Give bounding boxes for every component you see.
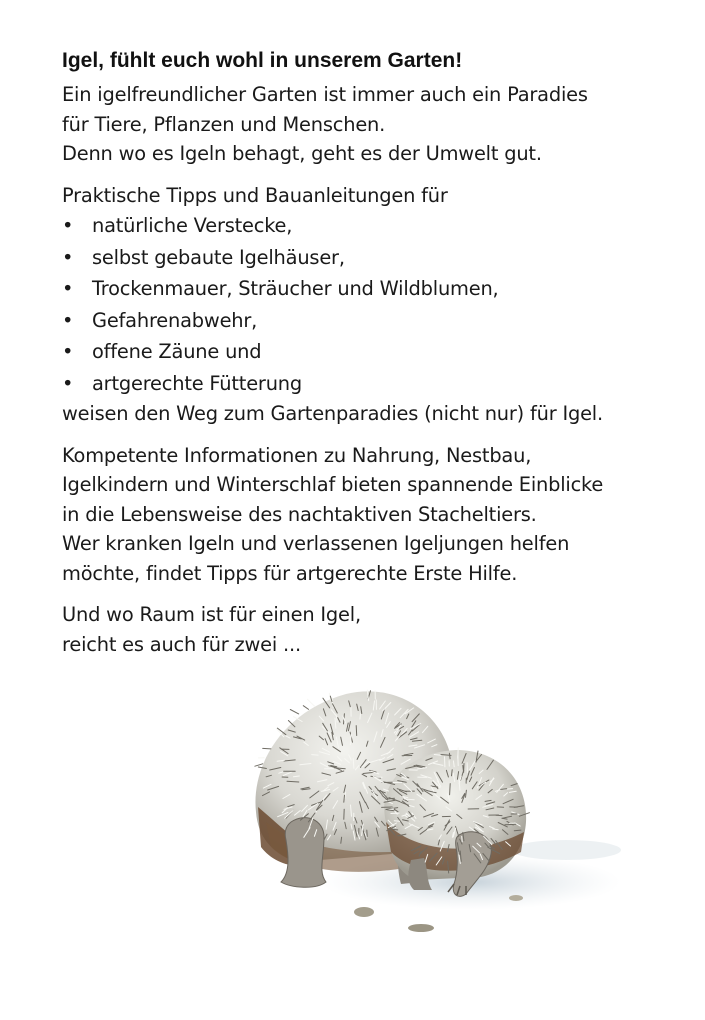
tips-intro: Praktische Tipps und Bauanleitungen für xyxy=(62,183,448,207)
bullet: • xyxy=(62,340,74,363)
info-line: in die Lebensweise des nachtaktiven Stacheltiers. xyxy=(62,502,537,526)
spine xyxy=(394,821,399,822)
list-item xyxy=(62,242,682,274)
spine xyxy=(505,824,516,825)
list-item xyxy=(62,368,682,400)
pebble xyxy=(509,895,523,901)
spine xyxy=(303,706,308,710)
list-item-text: Gefahrenabwehr, xyxy=(92,308,258,332)
spine xyxy=(514,830,521,831)
spine xyxy=(392,829,397,830)
info-line: Kompetente Informationen zu Nahrung, Nestbau, xyxy=(62,443,532,467)
spine xyxy=(449,753,450,759)
intro-paragraph xyxy=(62,80,682,169)
closing-line: reicht es auch für zwei ... xyxy=(62,632,301,656)
spine xyxy=(452,770,453,776)
page-title: Igel, fühlt euch wohl in unserem Garten! xyxy=(62,49,463,72)
spine xyxy=(360,714,361,720)
spine xyxy=(356,726,357,736)
bullet: • xyxy=(62,308,74,332)
ground-shadow-right xyxy=(511,840,621,860)
spine xyxy=(263,748,271,749)
spine xyxy=(387,798,394,799)
intro-line: Ein igelfreundlicher Garten ist immer auch ein Paradies xyxy=(62,83,588,106)
bullet: • xyxy=(62,277,74,300)
list-item-text: selbst gebaute Igelhäuser, xyxy=(92,245,345,269)
spine xyxy=(344,795,345,802)
spine xyxy=(255,764,263,766)
list-item-text: natürliche Verstecke, xyxy=(92,214,293,237)
spine xyxy=(462,836,463,841)
closing-paragraph xyxy=(62,600,682,659)
large-hedgehog-paw xyxy=(281,818,326,888)
pebble xyxy=(408,924,434,932)
tips-list xyxy=(62,210,682,399)
tips-outro: weisen den Weg zum Gartenparadies (nicht nur) für Igel. xyxy=(62,402,603,425)
spine xyxy=(290,710,298,714)
list-item xyxy=(62,273,682,305)
list-item-text: offene Zäune und xyxy=(92,340,262,363)
list-item-text: artgerechte Fütterung xyxy=(92,371,302,395)
spine xyxy=(501,789,507,790)
spine xyxy=(353,758,354,768)
bullet: • xyxy=(62,245,74,269)
closing-line: Und wo Raum ist für einen Igel, xyxy=(62,603,361,626)
list-item xyxy=(62,210,682,242)
spine xyxy=(450,784,451,795)
list-item-text: Trockenmauer, Sträucher und Wildblumen, xyxy=(92,277,499,300)
spine xyxy=(312,755,318,756)
info-line: Wer kranken Igeln und verlassenen Igeljungen helfen xyxy=(62,532,570,555)
hedgehogs-drawing xyxy=(236,672,626,952)
intro-line: für Tiere, Pflanzen und Menschen. xyxy=(62,112,386,136)
intro-line: Denn wo es Igeln behagt, geht es der Umwelt gut. xyxy=(62,142,542,165)
spine xyxy=(307,699,314,706)
pebble xyxy=(354,907,374,917)
list-item xyxy=(62,336,682,368)
back-cover-text xyxy=(62,44,682,659)
info-line: möchte, findet Tipps für artgerechte Erste Hilfe. xyxy=(62,561,518,585)
two-hedgehogs-illustration xyxy=(236,672,626,952)
info-paragraph xyxy=(62,441,682,589)
list-item xyxy=(62,305,682,337)
info-line: Igelkindern und Winterschlaf bieten spannende Einblicke xyxy=(62,473,604,496)
spine xyxy=(404,799,414,800)
bullet: • xyxy=(62,371,74,395)
bullet: • xyxy=(62,214,74,237)
